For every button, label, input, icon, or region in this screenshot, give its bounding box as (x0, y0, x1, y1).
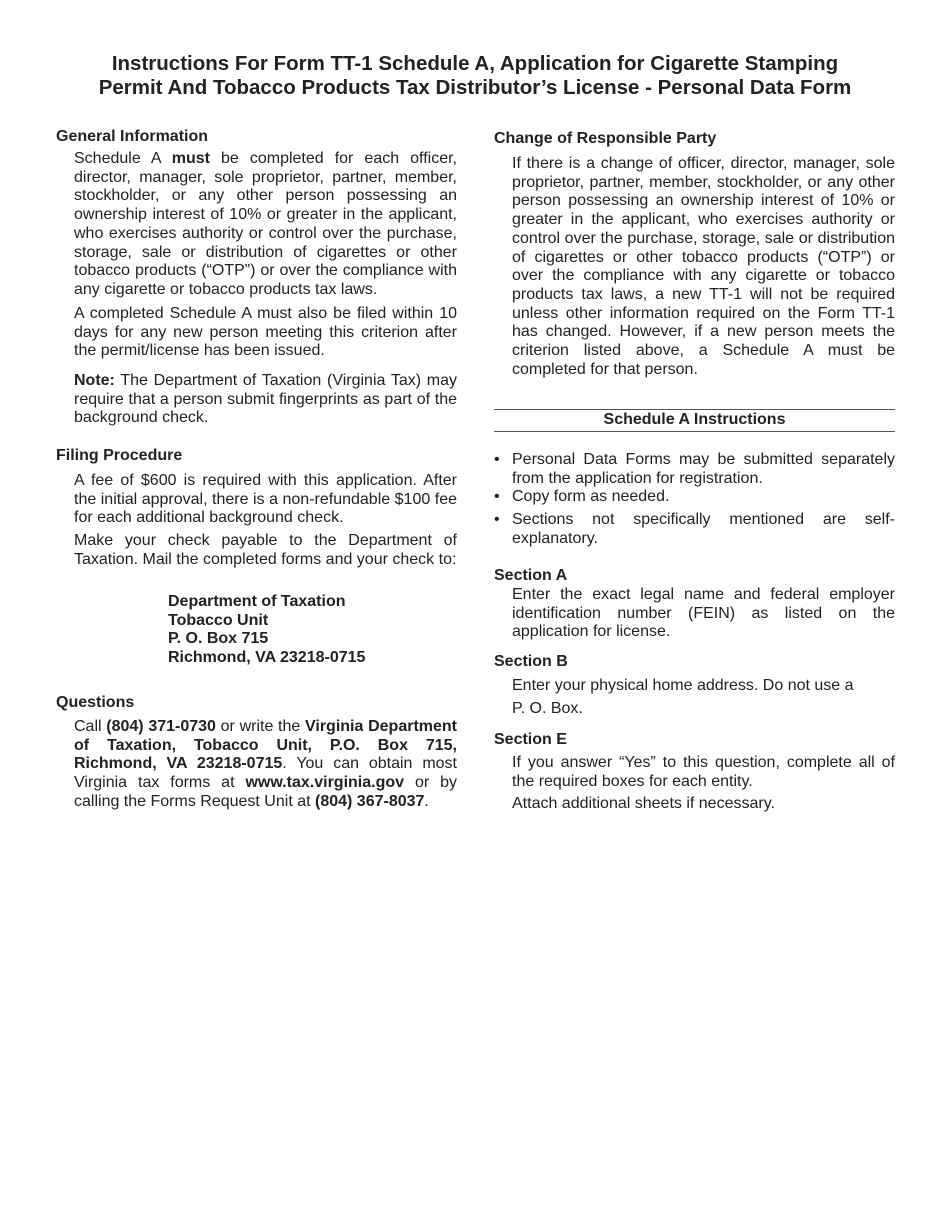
address-line-4: Richmond, VA 23218-0715 (168, 648, 366, 666)
phone-number-2: (804) 367-8037 (315, 792, 425, 810)
list-item (494, 488, 895, 507)
note-label: Note: (74, 372, 115, 389)
section-b-paragraph-1: Enter your physical home address. Do not use a (512, 677, 854, 694)
change-responsible-party-paragraph: If there is a change of officer, director, manager, sole proprietor, partner, member, stockholder, or any other person possessing an ownership interest of 10% or greater in the applicant, who exercises authority or control over the purchase, storage, sale or distribution of cigarettes or other tobacco products (“OTP”) or over the compliance with any cigarette or tobacco products tax laws, a new TT-1 will not be required unless other information required on the Form TT-1 has changed. However, if a new person meets the criterion listed above, a Schedule A must be completed for that person. (512, 155, 895, 378)
q-text-1: Call (74, 718, 107, 735)
filing-procedure-paragraph-2: Make your check payable to the Department of Taxation. Mail the completed forms and your check to: (74, 532, 457, 568)
department-address: Virginia Department of Taxation, Tobacco Unit, P.O. Box 715, Richmond, VA 23218-0715 (74, 718, 457, 773)
bullet-icon: • (494, 488, 500, 505)
general-information-heading: General Information (56, 128, 209, 145)
list-item (494, 511, 895, 548)
bullet-text: Sections not specifically mentioned are self-explanatory. (512, 511, 895, 547)
address-line-1: Department of Taxation (168, 593, 346, 610)
section-b-paragraph-2: P. O. Box. (512, 700, 583, 717)
filing-procedure-heading: Filing Procedure (56, 447, 183, 464)
address-line-3: P. O. Box 715 (168, 630, 269, 648)
bullet-text: Copy form as needed. (512, 488, 670, 505)
questions-heading: Questions (56, 694, 135, 711)
page-title (40, 52, 910, 100)
general-information-paragraph-1 (74, 150, 457, 300)
box-bottom-rule (494, 431, 895, 432)
section-e-paragraph-2: Attach additional sheets if necessary. (512, 795, 775, 812)
note-text: The Department of Taxation (Virginia Tax) may require that a person submit fingerprints as part of the background check. (74, 372, 457, 427)
gi-p1-pre: Schedule A (74, 150, 172, 167)
section-e-heading: Section E (494, 731, 567, 748)
q-text-4: or by calling the Forms Request Unit at (74, 774, 458, 810)
list-item (494, 451, 895, 488)
general-information-paragraph-2: A completed Schedule A must also be filed within 10 days for any new person meeting this criterion after the permit/license has been issued. (74, 305, 457, 360)
gi-p1-post: be completed for each officer, director, manager, sole proprietor, partner, member, stockholder, or any other person possessing an ownership interest of 10% or greater in the applicant, who exercises authority or control over the purchase, storage, sale or distribution of cigarettes or other tobacco products (“OTP”) or over the compliance with any cigarette or tobacco products tax laws. (74, 150, 457, 298)
bullet-icon: • (494, 511, 500, 528)
section-a-heading: Section A (494, 567, 568, 584)
title-line-1: Instructions For Form TT-1 Schedule A, Application for Cigarette Stamping (111, 52, 839, 75)
q-text-3: . You can obtain most Virginia tax forms at (74, 755, 457, 792)
section-b-heading: Section B (494, 653, 568, 670)
general-information-note (74, 372, 457, 428)
mailing-address (168, 593, 365, 667)
change-responsible-party-heading: Change of Responsible Party (494, 130, 717, 147)
website-link[interactable]: www.tax.virginia.gov (245, 774, 405, 792)
gi-p1-must: must (171, 150, 210, 167)
address-line-2: Tobacco Unit (168, 611, 269, 629)
q-text-2: or write the (215, 718, 305, 735)
phone-number-1: (804) 371-0730 (106, 718, 216, 735)
section-a-paragraph: Enter the exact legal name and federal employer identification number (FEIN) as listed on the application for license. (512, 586, 895, 641)
questions-paragraph (74, 718, 457, 812)
title-line-2: Permit And Tobacco Products Tax Distributor’s License - Personal Data Form (98, 76, 852, 99)
filing-procedure-paragraph-1: A fee of $600 is required with this application. After the initial approval, there is a non-refundable $100 fee for each additional background check. (74, 472, 457, 527)
schedule-a-instructions-heading: Schedule A Instructions (603, 411, 786, 428)
bullet-text: Personal Data Forms may be submitted separately from the application for registration. (512, 451, 895, 487)
bullet-icon: • (494, 451, 500, 468)
section-e-paragraph-1: If you answer “Yes” to this question, complete all of the required boxes for each entity. (512, 754, 895, 790)
q-text-5: . (424, 792, 429, 810)
